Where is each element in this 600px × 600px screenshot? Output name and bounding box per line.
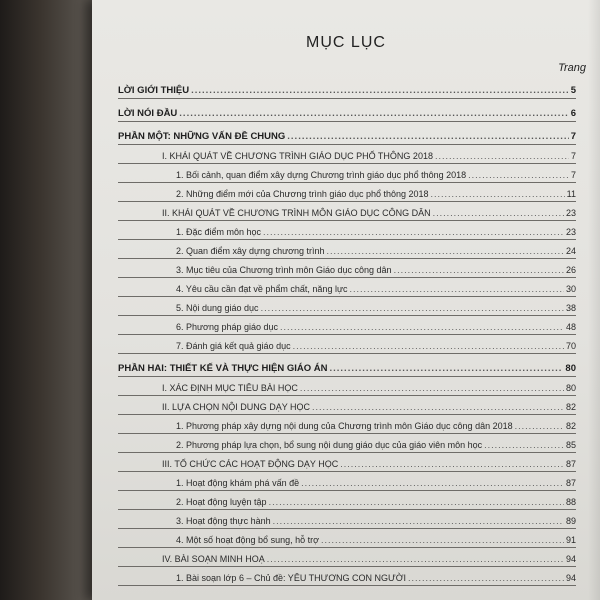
toc-entry-page: 23	[565, 227, 576, 237]
toc-entry-page: 24	[565, 246, 576, 256]
toc-entry-text: 4. Một số hoạt động bổ sung, hỗ trợ	[176, 535, 319, 545]
toc-entry-page: 94	[565, 554, 576, 564]
toc-leader-dots	[330, 363, 564, 374]
toc-leader-dots	[349, 284, 564, 294]
toc-entry-text: III. TỔ CHỨC CÁC HOẠT ĐỘNG DẠY HỌC	[162, 459, 339, 469]
book-page	[92, 0, 600, 600]
toc-entry-text: IV. BÀI SOẠN MINH HOẠ	[162, 554, 265, 564]
toc-entry-page: 30	[565, 284, 576, 294]
toc-entry	[118, 510, 576, 529]
toc-entry-text: 2. Quan điểm xây dựng chương trình	[176, 246, 325, 256]
toc-entry	[118, 358, 576, 377]
toc-leader-dots	[293, 341, 564, 351]
toc-entry	[118, 548, 576, 567]
toc-leader-dots	[340, 459, 564, 469]
toc-entry-page: 23	[565, 208, 576, 218]
toc-entry-page: 82	[565, 421, 576, 431]
toc-entry-text: LỜI GIỚI THIỆU	[118, 85, 190, 96]
toc-entry-text: 2. Phương pháp lựa chọn, bổ sung nội dung giáo dục của giáo viên môn học	[176, 440, 483, 450]
toc-entry	[118, 377, 576, 396]
toc-entry-page: 88	[565, 497, 576, 507]
toc-leader-dots	[468, 170, 569, 180]
toc-entry-text: I. KHÁI QUÁT VỀ CHƯƠNG TRÌNH GIÁO DỤC PHỔ THÔNG 2018	[162, 151, 433, 161]
toc-entry	[118, 529, 576, 548]
toc-entry	[118, 316, 576, 335]
page-column-label: Trang	[558, 62, 586, 74]
toc-entry	[118, 80, 576, 99]
toc-leader-dots	[300, 383, 564, 393]
toc-entry-text: 2. Những điểm mới của Chương trình giáo dục phổ thông 2018	[176, 189, 429, 199]
toc-entry-page: 91	[565, 535, 576, 545]
toc-leader-dots	[435, 151, 569, 161]
toc-entry	[118, 126, 576, 145]
toc-leader-dots	[431, 189, 565, 199]
toc-leader-dots	[484, 440, 564, 450]
toc-entry-text: 7. Đánh giá kết quả giáo dục	[176, 341, 291, 351]
toc-entry-page: 48	[565, 322, 576, 332]
table-of-contents	[118, 80, 576, 586]
toc-entry-page: 11	[566, 189, 576, 199]
toc-leader-dots	[179, 108, 568, 119]
toc-entry-page: 5	[570, 85, 576, 96]
toc-entry-text: II. KHÁI QUÁT VỀ CHƯƠNG TRÌNH MÔN GIÁO DỤC CÔNG DÂN	[162, 208, 431, 218]
toc-entry	[118, 297, 576, 316]
toc-entry-text: PHẦN MỘT: NHỮNG VẤN ĐỀ CHUNG	[118, 131, 286, 142]
toc-entry-page: 80	[565, 383, 576, 393]
toc-entry-page: 70	[565, 341, 576, 351]
toc-entry-text: 3. Mục tiêu của Chương trình môn Giáo dục công dân	[176, 265, 392, 275]
toc-entry-text: 1. Bối cảnh, quan điểm xây dựng Chương trình giáo dục phổ thông 2018	[176, 170, 467, 180]
toc-entry-text: 1. Đặc điểm môn học	[176, 227, 262, 237]
toc-entry	[118, 453, 576, 472]
toc-entry-page: 80	[565, 363, 576, 374]
toc-entry	[118, 164, 576, 183]
toc-entry	[118, 259, 576, 278]
page-title: MỤC LỤC	[306, 34, 386, 51]
toc-entry	[118, 472, 576, 491]
toc-leader-dots	[301, 478, 564, 488]
toc-entry-page: 7	[570, 170, 576, 180]
toc-leader-dots	[269, 497, 564, 507]
toc-leader-dots	[191, 85, 569, 96]
toc-entry-text: 5. Nội dung giáo dục	[176, 303, 259, 313]
toc-leader-dots	[287, 131, 568, 142]
toc-leader-dots	[433, 208, 564, 218]
toc-entry-page: 38	[565, 303, 576, 313]
toc-entry-page: 85	[565, 440, 576, 450]
page-edge-shadow	[588, 0, 600, 600]
toc-entry	[118, 240, 576, 259]
toc-entry-text: II. LỰA CHỌN NỘI DUNG DẠY HỌC	[162, 402, 311, 412]
toc-entry-text: 1. Bài soạn lớp 6 – Chủ đề: YÊU THƯƠNG CON NGƯỜI	[176, 573, 406, 583]
toc-entry	[118, 335, 576, 354]
toc-entry-text: 2. Hoạt động luyện tập	[176, 497, 267, 507]
toc-entry	[118, 103, 576, 122]
toc-entry-text: 1. Hoạt động khám phá vấn đề	[176, 478, 300, 488]
toc-entry	[118, 278, 576, 297]
toc-entry-page: 6	[570, 108, 576, 119]
toc-entry	[118, 396, 576, 415]
toc-entry-text: 4. Yêu cầu cần đạt về phẩm chất, năng lực	[176, 284, 348, 294]
toc-entry	[118, 221, 576, 240]
toc-entry-page: 89	[565, 516, 576, 526]
toc-leader-dots	[321, 535, 564, 545]
toc-entry-page: 7	[570, 131, 576, 142]
toc-entry-page: 87	[565, 478, 576, 488]
toc-leader-dots	[327, 246, 564, 256]
toc-entry	[118, 183, 576, 202]
toc-entry	[118, 434, 576, 453]
toc-entry-text: 6. Phương pháp giáo dục	[176, 322, 279, 332]
toc-entry-text: LỜI NÓI ĐẦU	[118, 108, 178, 119]
toc-leader-dots	[515, 421, 564, 431]
toc-leader-dots	[312, 402, 564, 412]
toc-entry	[118, 202, 576, 221]
toc-entry-text: 1. Phương pháp xây dựng nội dung của Chương trình môn Giáo dục công dân 2018	[176, 421, 513, 431]
toc-entry	[118, 145, 576, 164]
toc-entry-page: 82	[565, 402, 576, 412]
toc-leader-dots	[280, 322, 564, 332]
toc-entry-text: I. XÁC ĐỊNH MỤC TIÊU BÀI HỌC	[162, 383, 298, 393]
toc-leader-dots	[261, 303, 564, 313]
toc-entry-text: PHẦN HAI: THIẾT KẾ VÀ THỰC HIỆN GIÁO ÁN	[118, 363, 328, 374]
toc-entry-page: 26	[565, 265, 576, 275]
toc-leader-dots	[267, 554, 564, 564]
toc-leader-dots	[408, 573, 564, 583]
toc-leader-dots	[273, 516, 564, 526]
toc-entry	[118, 491, 576, 510]
toc-entry	[118, 415, 576, 434]
toc-entry-page: 87	[565, 459, 576, 469]
toc-entry-page: 7	[570, 151, 576, 161]
toc-entry	[118, 567, 576, 586]
toc-leader-dots	[263, 227, 564, 237]
toc-entry-text: 3. Hoạt động thực hành	[176, 516, 271, 526]
toc-leader-dots	[394, 265, 564, 275]
toc-entry-page: 94	[565, 573, 576, 583]
